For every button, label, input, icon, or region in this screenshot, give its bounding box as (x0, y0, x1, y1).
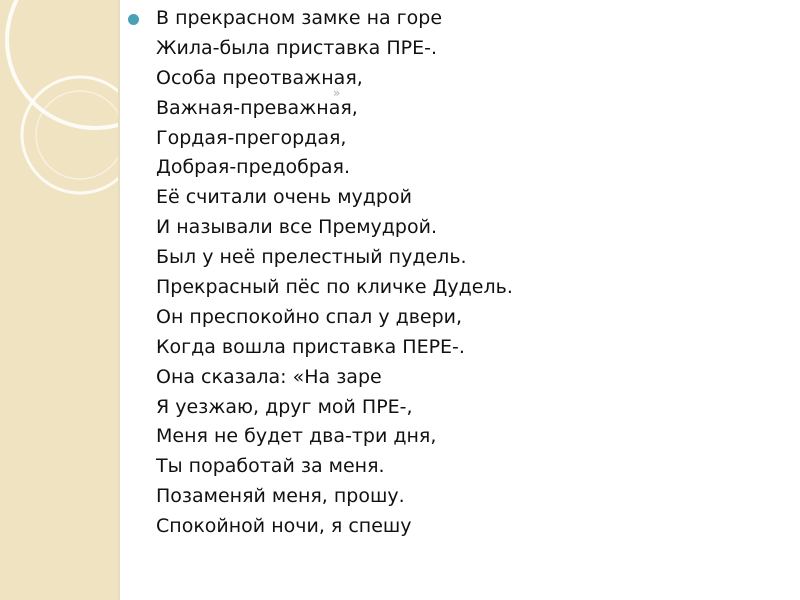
poem-line: Я уезжаю, друг мой ПРЕ-, (156, 395, 413, 418)
poem-line: И называли все Премудрой. (156, 216, 437, 239)
poem-line: В прекрасном замке на горе (156, 7, 443, 29)
poem-line: Был у неё прелестный пудель. (156, 246, 467, 269)
bullet-icon (128, 14, 139, 25)
poem-text (156, 4, 513, 542)
poem-line: Жила-была приставка ПРЕ-. (156, 36, 437, 59)
poem-line: Она сказала: «На заре (156, 365, 382, 388)
decorative-ring-inner (36, 91, 118, 179)
poem-line: Её считали очень мудрой (156, 186, 412, 209)
poem-line: Ты поработай за меня. (156, 455, 385, 478)
decorative-side-band (0, 0, 118, 600)
poem-line: Особа преотважная, (156, 66, 363, 89)
decorative-ring-large (7, 0, 118, 128)
decorative-circles (0, 0, 118, 600)
poem-line: Он преспокойно спал у двери, (156, 305, 463, 328)
side-divider (118, 0, 120, 600)
poem-line: Спокойной ночи, я спешу (156, 515, 412, 538)
poem-line: Позаменяй меня, прошу. (156, 485, 405, 508)
poem-line: Прекрасный пёс по кличке Дудель. (156, 276, 513, 299)
poem-line: Важная-преважная, (156, 96, 358, 119)
poem-line: Меня не будет два-три дня, (156, 425, 437, 448)
poem-line: Когда вошла приставка ПЕРЕ-. (156, 335, 465, 358)
poem-line: Гордая-прегордая, (156, 126, 347, 149)
stray-mark: » (333, 86, 341, 100)
poem-line: Добрая-предобрая. (156, 156, 350, 179)
